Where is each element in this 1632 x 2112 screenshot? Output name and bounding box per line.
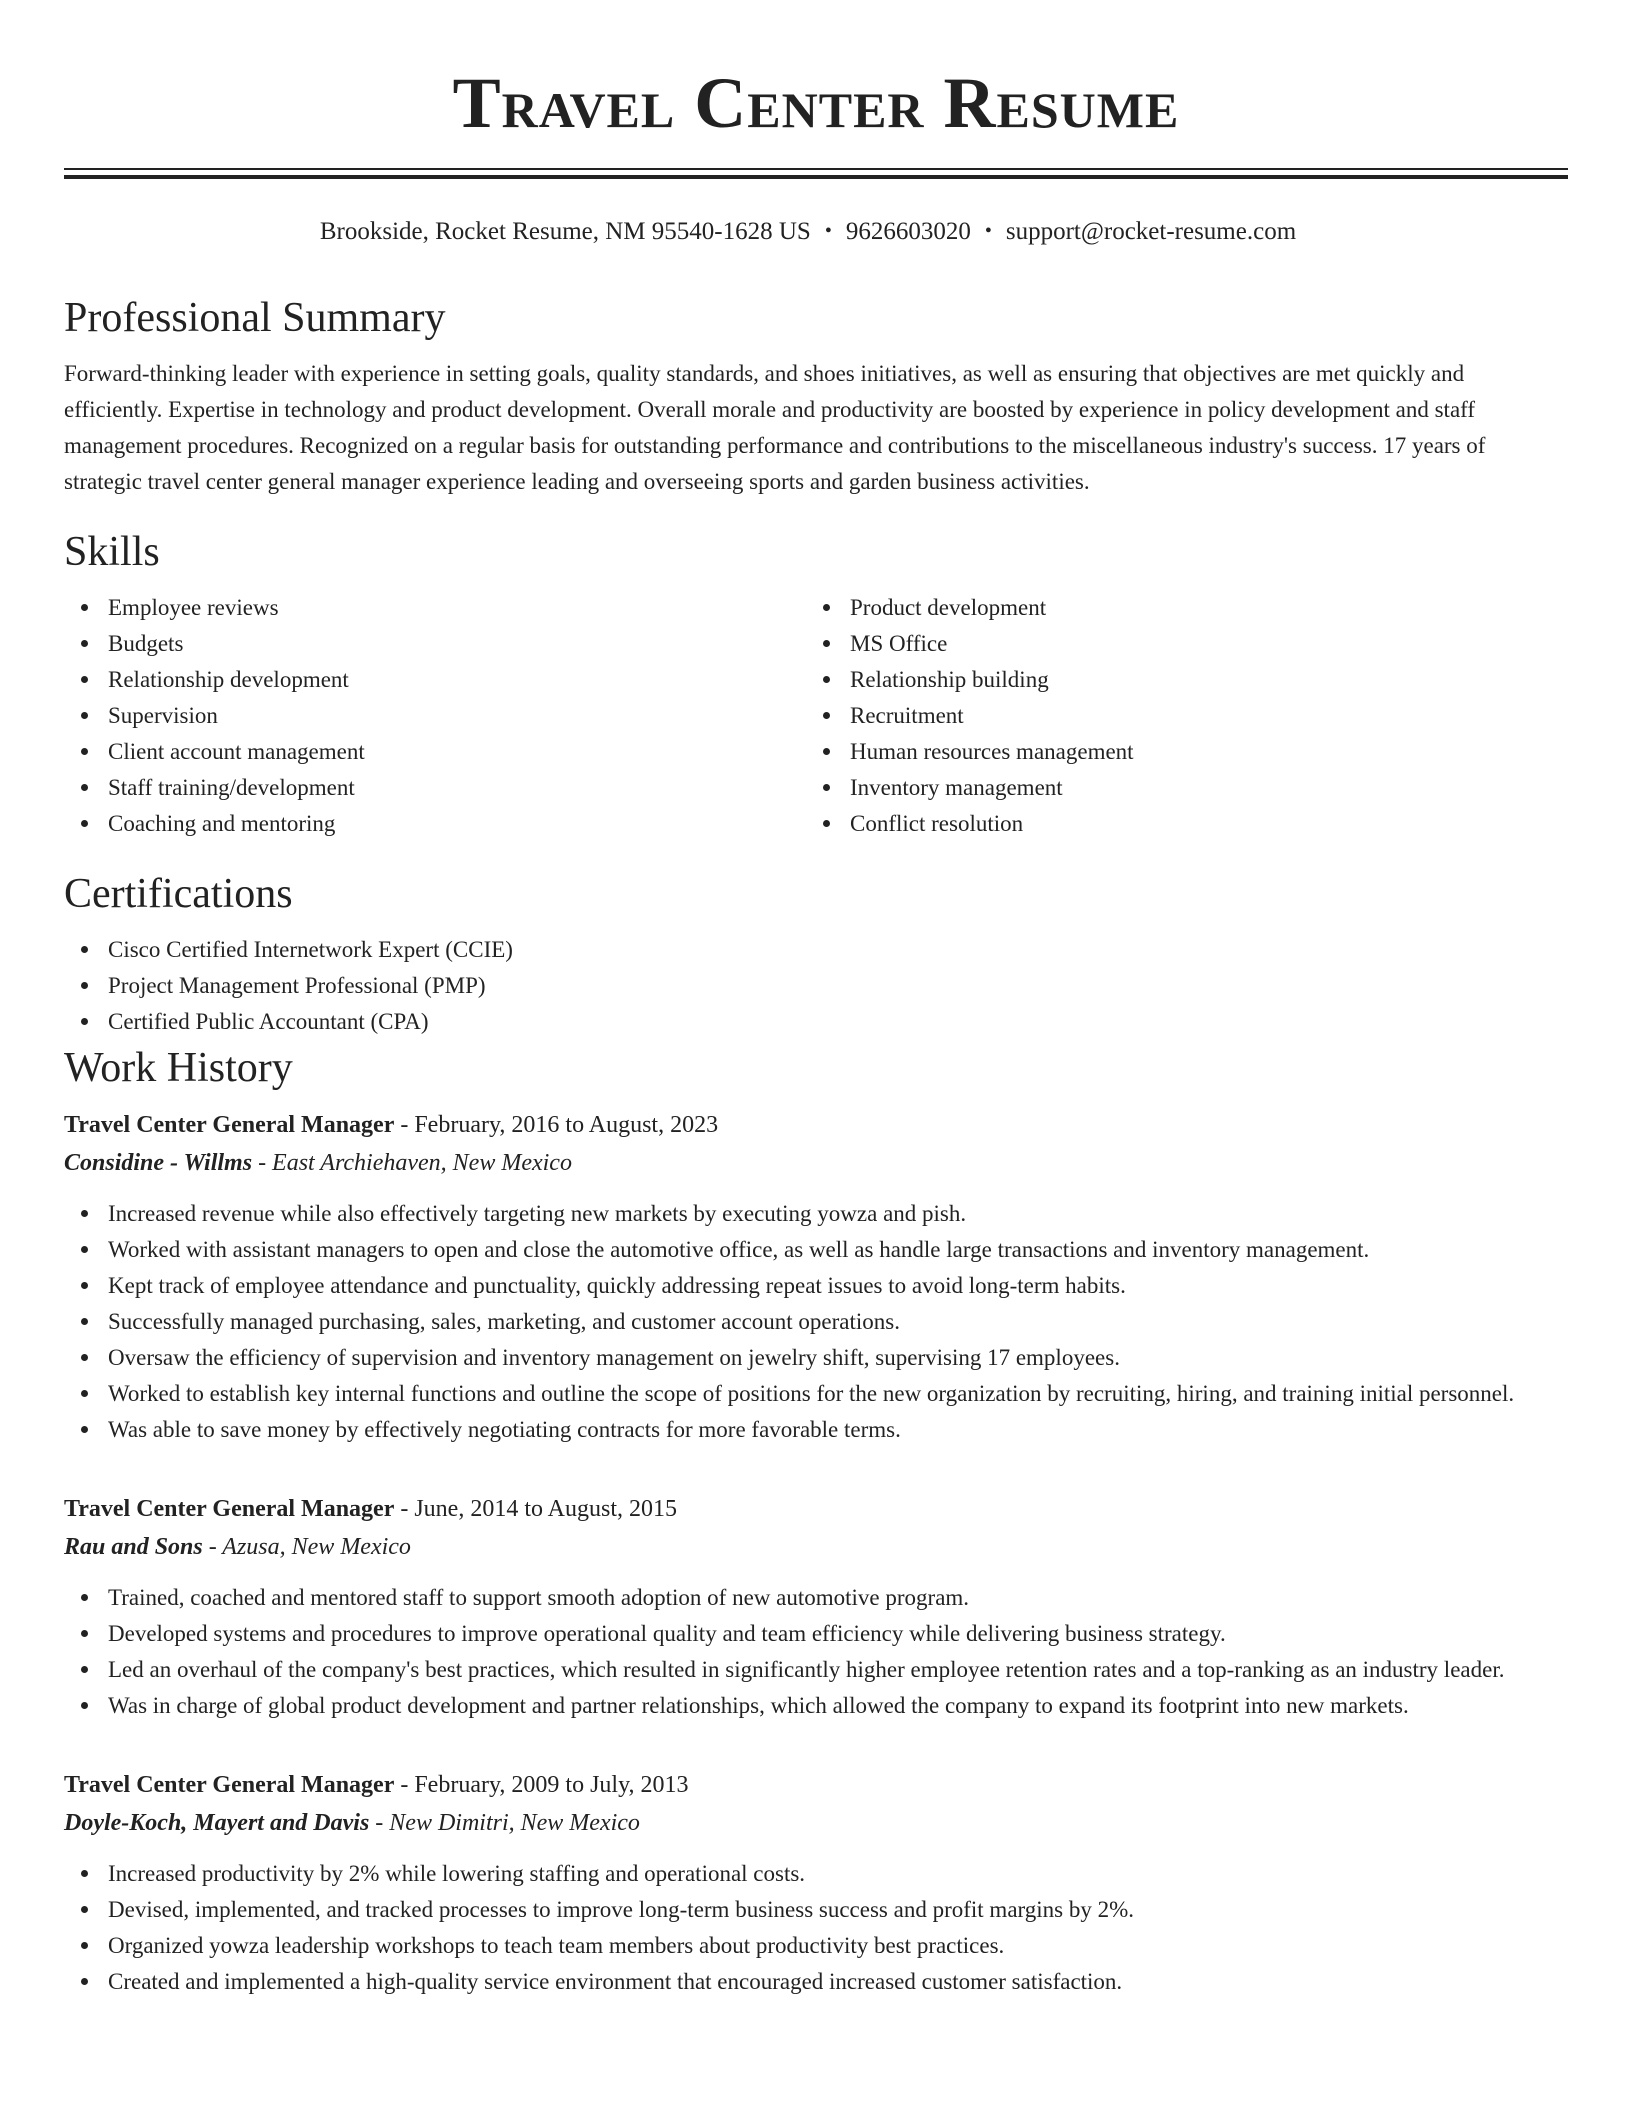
job-bullet: Was in charge of global product development and partner relationships, which allowed the company to expand its footprint into new markets. xyxy=(64,1688,1568,1724)
job-entry xyxy=(64,1766,1568,2000)
job-bullet: Developed systems and procedures to improve operational quality and team efficiency while delivering business strategy. xyxy=(64,1616,1568,1652)
contact-line xyxy=(0,213,1616,250)
certification-item: Cisco Certified Internetwork Expert (CCIE) xyxy=(64,932,1568,968)
job-entry xyxy=(64,1106,1568,1448)
skills-section xyxy=(64,524,1568,842)
job-title-line xyxy=(64,1766,1568,1804)
skill-item: Human resources management xyxy=(806,734,1548,770)
section-heading-skills: Skills xyxy=(64,529,160,575)
job-bullet: Increased revenue while also effectively targeting new markets by executing yowza and pish. xyxy=(64,1196,1568,1232)
skill-item: Client account management xyxy=(64,734,806,770)
job-bullet: Increased productivity by 2% while lowering staffing and operational costs. xyxy=(64,1856,1568,1892)
summary-text: Forward-thinking leader with experience in setting goals, quality standards, and shoes initiatives, as well as ensuring that objectives are met quickly and efficiently. Expertise in technology and product development. Overall morale and productivity are boosted by experience in policy development and staff management procedures. Recognized on a regular basis for outstanding performance and contributions to the miscellaneous industry's success. 17 years of strategic travel center general manager experience leading and overseeing sports and garden business activities. xyxy=(64,361,1486,494)
skills-columns xyxy=(64,590,1568,842)
skills-list-left xyxy=(64,590,806,842)
contact-email: support@rocket-resume.com xyxy=(1005,218,1297,245)
job-bullet: Was able to save money by effectively negotiating contracts for more favorable terms. xyxy=(64,1412,1568,1448)
contact-phone: 9626603020 xyxy=(845,218,971,245)
job-company: Considine - Willms xyxy=(64,1150,253,1176)
certifications-list xyxy=(64,932,1568,1040)
job-company-line xyxy=(64,1144,1568,1182)
job-title-line xyxy=(64,1490,1568,1528)
skill-item: Employee reviews xyxy=(64,590,806,626)
skill-item: Relationship building xyxy=(806,662,1548,698)
skill-item: Conflict resolution xyxy=(806,806,1548,842)
job-bullet: Successfully managed purchasing, sales, marketing, and customer account operations. xyxy=(64,1304,1568,1340)
resume-content xyxy=(64,290,1568,2042)
job-title: Travel Center General Manager xyxy=(64,1772,395,1798)
skill-item: Staff training/development xyxy=(64,770,806,806)
job-title: Travel Center General Manager xyxy=(64,1496,395,1522)
contact-separator: • xyxy=(984,220,992,242)
certification-item: Certified Public Accountant (CPA) xyxy=(64,1004,1568,1040)
job-bullet: Trained, coached and mentored staff to support smooth adoption of new automotive program. xyxy=(64,1580,1568,1616)
job-entry xyxy=(64,1490,1568,1724)
summary-section xyxy=(64,290,1568,500)
job-bullets xyxy=(64,1196,1568,1448)
job-company-line xyxy=(64,1528,1568,1566)
skill-item: Budgets xyxy=(64,626,806,662)
job-bullet: Worked to establish key internal functions and outline the scope of positions for the new organization by recruiting, hiring, and training initial personnel. xyxy=(64,1376,1568,1412)
job-location: - New Dimitri, New Mexico xyxy=(369,1810,640,1836)
job-bullets xyxy=(64,1580,1568,1724)
job-bullet: Worked with assistant managers to open and close the automotive office, as well as handle large transactions and inventory management. xyxy=(64,1232,1568,1268)
job-location: - Azusa, New Mexico xyxy=(202,1534,411,1560)
contact-separator: • xyxy=(824,220,832,242)
job-title-line xyxy=(64,1106,1568,1144)
skill-item: Coaching and mentoring xyxy=(64,806,806,842)
job-company: Doyle-Koch, Mayert and Davis xyxy=(64,1810,370,1836)
job-dates: - February, 2009 to July, 2013 xyxy=(394,1772,689,1798)
job-title: Travel Center General Manager xyxy=(64,1112,395,1138)
job-company-line xyxy=(64,1804,1568,1842)
certification-item: Project Management Professional (PMP) xyxy=(64,968,1568,1004)
job-dates: - June, 2014 to August, 2015 xyxy=(394,1496,678,1522)
work-history-section xyxy=(64,1040,1568,2000)
title-divider-thin xyxy=(64,168,1568,170)
job-bullet: Led an overhaul of the company's best practices, which resulted in significantly higher employee retention rates and a top-ranking as an industry leader. xyxy=(64,1652,1568,1688)
skill-item: Recruitment xyxy=(806,698,1548,734)
skill-item: Relationship development xyxy=(64,662,806,698)
job-location: - East Archiehaven, New Mexico xyxy=(252,1150,572,1176)
skills-list-right xyxy=(806,590,1548,842)
title-divider-thick xyxy=(64,175,1568,179)
skill-item: Product development xyxy=(806,590,1548,626)
section-heading-work-history: Work History xyxy=(64,1045,293,1091)
job-bullets xyxy=(64,1856,1568,2000)
job-bullet: Oversaw the efficiency of supervision and inventory management on jewelry shift, supervising 17 employees. xyxy=(64,1340,1568,1376)
skill-item: Supervision xyxy=(64,698,806,734)
skill-item: Inventory management xyxy=(806,770,1548,806)
section-heading-summary: Professional Summary xyxy=(64,295,446,341)
section-heading-certifications: Certifications xyxy=(64,871,293,917)
contact-address: Brookside, Rocket Resume, NM 95540-1628 US xyxy=(319,218,811,245)
job-dates: - February, 2016 to August, 2023 xyxy=(394,1112,719,1138)
skill-item: MS Office xyxy=(806,626,1548,662)
job-bullet: Kept track of employee attendance and punctuality, quickly addressing repeat issues to avoid long-term habits. xyxy=(64,1268,1568,1304)
job-bullet: Organized yowza leadership workshops to teach team members about productivity best practices. xyxy=(64,1928,1568,1964)
job-company: Rau and Sons xyxy=(64,1534,203,1560)
job-bullet: Created and implemented a high-quality service environment that encouraged increased customer satisfaction. xyxy=(64,1964,1568,2000)
certifications-section xyxy=(64,866,1568,1040)
resume-title: Travel Center Resume xyxy=(452,63,1180,143)
job-bullet: Devised, implemented, and tracked processes to improve long-term business success and profit margins by 2%. xyxy=(64,1892,1568,1928)
